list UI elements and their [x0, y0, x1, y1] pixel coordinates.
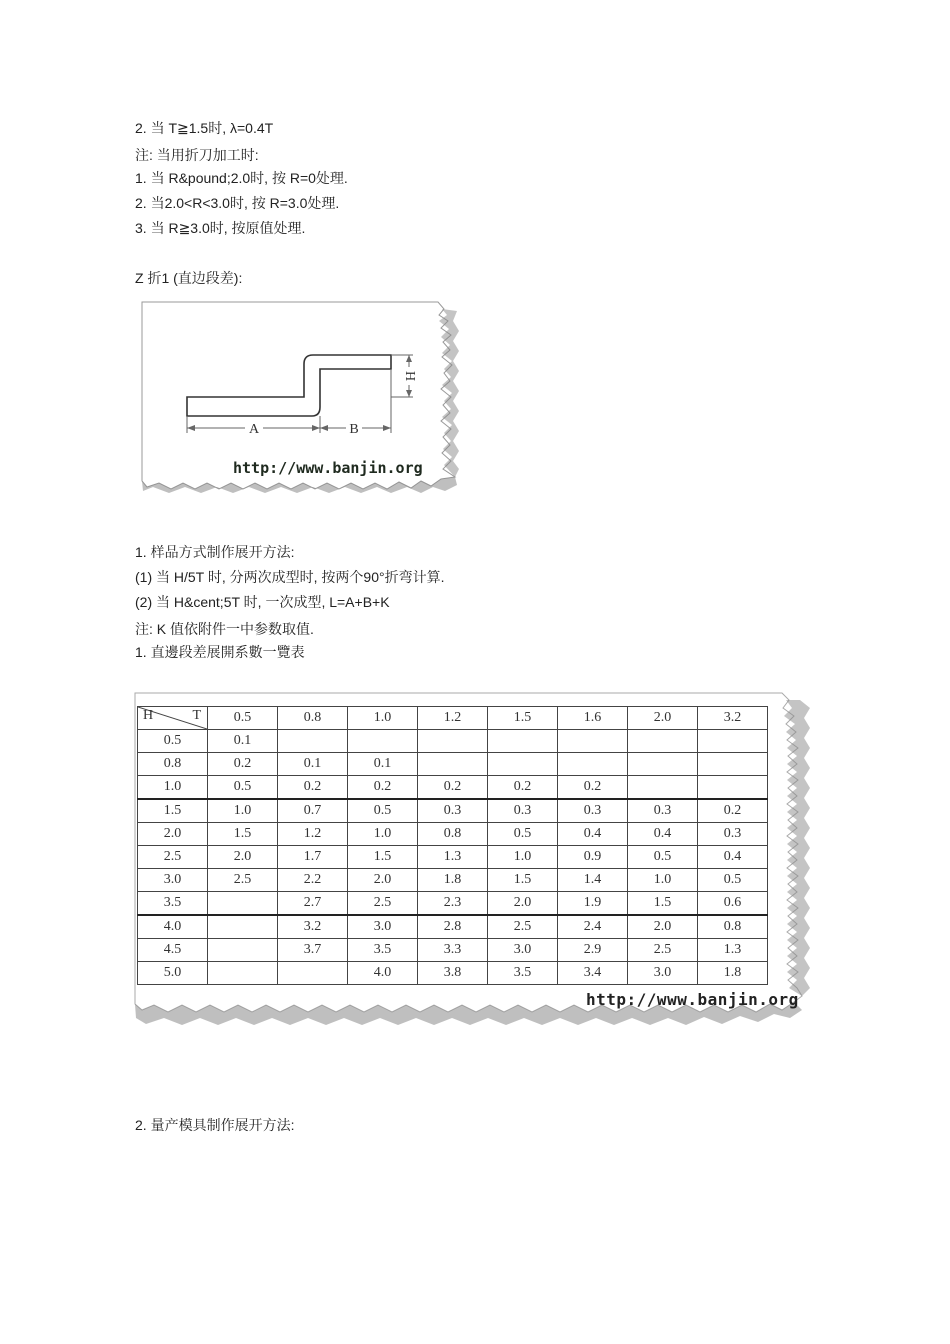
table-cell: 0.3 [488, 799, 558, 823]
expansion-coefficient-table [137, 706, 768, 985]
table-cell [208, 892, 278, 916]
table-cell: 1.5 [628, 892, 698, 916]
table-cell: 0.2 [208, 753, 278, 776]
table-row-header-cell: 3.0 [138, 869, 208, 892]
table-cell: 3.0 [348, 915, 418, 939]
table-row [138, 799, 768, 823]
table-cell [698, 776, 768, 800]
table-cell: 3.0 [488, 939, 558, 962]
z-fold-diagram [141, 301, 461, 493]
table-cell [418, 753, 488, 776]
watermark-figure1: http://www.banjin.org [233, 459, 423, 477]
table-caption: 1. 直邊段差展開系數一覽表 [135, 644, 305, 660]
table-row [138, 939, 768, 962]
table-cell: 0.5 [348, 799, 418, 823]
table-cell: 4.0 [348, 962, 418, 985]
table-corner-cell [138, 707, 208, 730]
table-cell: 1.0 [348, 823, 418, 846]
table-cell: 2.5 [348, 892, 418, 916]
table-cell: 0.5 [628, 846, 698, 869]
table-row [138, 962, 768, 985]
text-line-t-condition: 2. 当 T≧1.5时, λ=0.4T [135, 120, 274, 136]
table-cell: 0.3 [418, 799, 488, 823]
text-line-mass-production-method: 2. 量产模具制作展开方法: [135, 1117, 295, 1133]
table-cell: 2.7 [278, 892, 348, 916]
table-cell: 0.2 [418, 776, 488, 800]
table-header-cell: 1.2 [418, 707, 488, 730]
table-cell: 0.4 [558, 823, 628, 846]
table-row-header-cell: 2.0 [138, 823, 208, 846]
table-cell: 3.4 [558, 962, 628, 985]
text-line-rule-2: 2. 当2.0<R<3.0时, 按 R=3.0处理. [135, 195, 340, 211]
table-cell: 0.1 [348, 753, 418, 776]
table-header-cell: 1.0 [348, 707, 418, 730]
table-cell: 2.4 [558, 915, 628, 939]
table-row-header-cell: 0.5 [138, 730, 208, 753]
table-cell: 2.0 [208, 846, 278, 869]
table-cell: 0.4 [628, 823, 698, 846]
dimension-label-a: A [248, 422, 260, 437]
table-cell [208, 962, 278, 985]
table-cell: 2.5 [488, 915, 558, 939]
table-cell: 1.4 [558, 869, 628, 892]
table-row-header-cell: 5.0 [138, 962, 208, 985]
table-cell [698, 753, 768, 776]
text-line-note-folding-knife: 注: 当用折刀加工时: [135, 147, 259, 163]
section-title-z-fold: Z 折1 (直边段差): [135, 270, 243, 286]
table-cell: 1.5 [488, 869, 558, 892]
table-row-header-cell: 1.5 [138, 799, 208, 823]
table-cell: 2.0 [488, 892, 558, 916]
corner-label-h: H [143, 708, 154, 723]
text-line-sample-method: 1. 样品方式制作展开方法: [135, 544, 295, 560]
table-cell: 3.3 [418, 939, 488, 962]
table-cell [558, 753, 628, 776]
table-cell [278, 962, 348, 985]
table-cell: 0.2 [698, 799, 768, 823]
table-cell [488, 730, 558, 753]
dimension-label-h: H [401, 370, 417, 382]
table-row [138, 730, 768, 753]
table-cell: 1.2 [278, 823, 348, 846]
coefficient-table-figure [134, 692, 812, 1028]
table-cell: 0.3 [558, 799, 628, 823]
table-row [138, 915, 768, 939]
corner-label-t: T [192, 708, 201, 723]
table-cell [348, 730, 418, 753]
table-cell: 0.1 [278, 753, 348, 776]
table-row-header-cell: 2.5 [138, 846, 208, 869]
table-cell: 1.8 [418, 869, 488, 892]
table-cell: 2.5 [628, 939, 698, 962]
table-cell [558, 730, 628, 753]
table-cell: 1.0 [628, 869, 698, 892]
table-row-header-cell: 4.0 [138, 915, 208, 939]
table-cell: 3.0 [628, 962, 698, 985]
table-cell: 0.3 [698, 823, 768, 846]
table-cell: 0.5 [698, 869, 768, 892]
table-cell: 0.8 [418, 823, 488, 846]
table-cell: 1.3 [418, 846, 488, 869]
table-header-row [138, 707, 768, 730]
table-cell: 0.5 [488, 823, 558, 846]
table-cell [418, 730, 488, 753]
table-cell: 2.3 [418, 892, 488, 916]
table-cell: 1.0 [208, 799, 278, 823]
table-cell: 0.3 [628, 799, 698, 823]
table-cell: 0.7 [278, 799, 348, 823]
table-row-header-cell: 1.0 [138, 776, 208, 800]
table-row [138, 869, 768, 892]
dimension-label-b: B [349, 422, 359, 437]
text-line-k-note: 注: K 值依附件一中参数取值. [135, 621, 314, 637]
text-line-condition-2: (2) 当 H&cent;5T 时, 一次成型, L=A+B+K [135, 594, 390, 610]
table-cell: 0.6 [698, 892, 768, 916]
table-cell: 3.8 [418, 962, 488, 985]
table-cell: 0.2 [348, 776, 418, 800]
text-line-rule-1: 1. 当 R&pound;2.0时, 按 R=0处理. [135, 170, 348, 186]
table-cell: 1.5 [208, 823, 278, 846]
table-cell: 0.2 [488, 776, 558, 800]
table-header-cell: 3.2 [698, 707, 768, 730]
table-cell: 2.2 [278, 869, 348, 892]
table-cell: 1.7 [278, 846, 348, 869]
table-cell [628, 776, 698, 800]
table-cell: 3.5 [488, 962, 558, 985]
table-cell [698, 730, 768, 753]
text-line-condition-1: (1) 当 H/5T 时, 分两次成型时, 按两个90°折弯计算. [135, 569, 445, 585]
table-cell: 3.7 [278, 939, 348, 962]
table-cell [488, 753, 558, 776]
watermark-table: http://www.banjin.org [586, 990, 799, 1009]
table-cell: 1.5 [348, 846, 418, 869]
table-row-header-cell: 0.8 [138, 753, 208, 776]
table-cell: 2.0 [628, 915, 698, 939]
table-cell: 0.1 [208, 730, 278, 753]
table-row-header-cell: 4.5 [138, 939, 208, 962]
table-cell [628, 730, 698, 753]
table-cell [208, 915, 278, 939]
table-row [138, 846, 768, 869]
table-cell: 0.5 [208, 776, 278, 800]
table-cell [278, 730, 348, 753]
table-cell: 0.2 [278, 776, 348, 800]
table-cell: 0.2 [558, 776, 628, 800]
table-row [138, 776, 768, 800]
table-cell: 0.4 [698, 846, 768, 869]
table-cell: 1.8 [698, 962, 768, 985]
table-header-cell: 0.8 [278, 707, 348, 730]
table-header-cell: 2.0 [628, 707, 698, 730]
table-cell: 2.0 [348, 869, 418, 892]
table-row-header-cell: 3.5 [138, 892, 208, 916]
table-cell [208, 939, 278, 962]
table-cell [628, 753, 698, 776]
table-header-cell: 0.5 [208, 707, 278, 730]
table-header-cell: 1.6 [558, 707, 628, 730]
table-cell: 0.8 [698, 915, 768, 939]
table-cell: 2.8 [418, 915, 488, 939]
table-row [138, 892, 768, 916]
table-row [138, 753, 768, 776]
table-row [138, 823, 768, 846]
table-cell: 1.0 [488, 846, 558, 869]
table-cell: 2.9 [558, 939, 628, 962]
table-cell: 3.2 [278, 915, 348, 939]
table-cell: 0.9 [558, 846, 628, 869]
table-cell: 2.5 [208, 869, 278, 892]
table-cell: 3.5 [348, 939, 418, 962]
text-line-rule-3: 3. 当 R≧3.0时, 按原值处理. [135, 220, 306, 236]
table-header-cell: 1.5 [488, 707, 558, 730]
table-cell: 1.3 [698, 939, 768, 962]
table-cell: 1.9 [558, 892, 628, 916]
